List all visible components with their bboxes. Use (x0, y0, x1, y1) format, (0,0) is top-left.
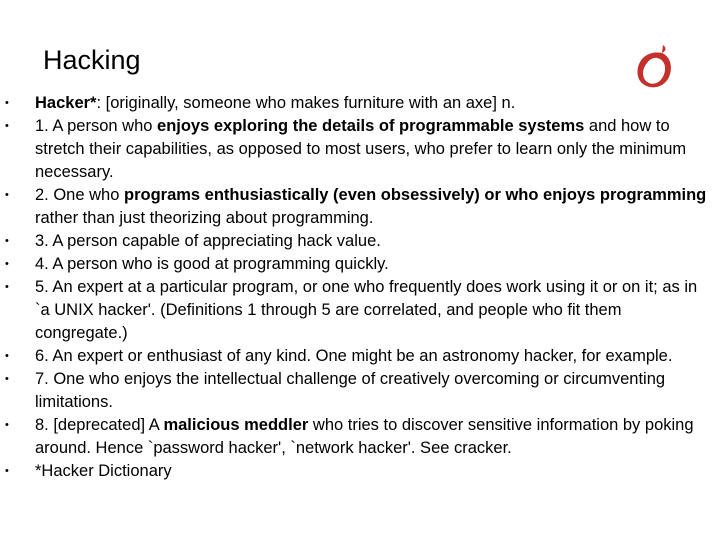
logo-mark (637, 45, 670, 87)
bullet-dot-icon: • (5, 235, 9, 247)
bullet-list (0, 92, 720, 483)
bullet-text: 5. An expert at a particular program, or one who frequently does work using it or on it; as in `a UNIX hacker'. (Definitions 1 through 5 are correlated, and people who fit them congregate.) (35, 278, 698, 342)
bullet-text: 2. One who (35, 186, 124, 204)
bullet-item (0, 230, 720, 253)
bullet-text: *Hacker Dictionary (35, 462, 172, 480)
bullet-text: 3. A person capable of appreciating hack value. (35, 232, 381, 250)
bullet-dot-icon: • (5, 189, 9, 201)
bullet-text: 7. One who enjoys the intellectual challenge of creatively overcoming or circumventing limitations. (35, 370, 666, 411)
bullet-dot-icon: • (5, 120, 9, 132)
bullet-text: rather than just theorizing about programming. (35, 209, 374, 227)
bold-text: enjoys exploring the details of programmable systems (157, 117, 585, 135)
bullet-text: 1. A person who (35, 117, 158, 135)
bullet-item (0, 115, 720, 184)
bullet-dot-icon: • (5, 419, 9, 431)
bullet-dot-icon: • (5, 97, 9, 109)
bullet-text: 8. [deprecated] A (35, 416, 164, 434)
bullet-item (0, 253, 720, 276)
bullet-text: and how to stretch their capabilities, as opposed to most users, who prefer to learn only the minimum necessary. (35, 117, 687, 181)
bullet-item (0, 368, 720, 414)
bullet-item (0, 345, 720, 368)
bullet-text: : [originally, someone who makes furniture with an axe] n. (96, 94, 516, 112)
bullet-item (0, 276, 720, 345)
bullet-text: who tries to discover sensitive information by poking around. Hence `password hacker', `network hacker'. See cracker. (35, 416, 694, 457)
bullet-text: 6. An expert or enthusiast of any kind. One might be an astronomy hacker, for example. (35, 347, 673, 365)
bold-text: programs enthusiastically (even obsessively) or who enjoys programming (123, 186, 707, 204)
bullet-item (0, 460, 720, 483)
bullet-dot-icon: • (5, 373, 9, 385)
bullet-dot-icon: • (5, 258, 9, 270)
bullet-dot-icon: • (5, 281, 9, 293)
bold-text: Hacker* (35, 94, 97, 112)
bullet-item (0, 184, 720, 230)
bold-text: malicious meddler (163, 416, 309, 434)
bullet-dot-icon: • (5, 350, 9, 362)
bullet-item (0, 414, 720, 460)
bullet-item (0, 92, 720, 115)
stylized-o-logo-icon (633, 42, 675, 90)
slide-title: Hacking (43, 45, 141, 75)
bullet-dot-icon: • (5, 465, 9, 477)
bullet-text: 4. A person who is good at programming quickly. (35, 255, 389, 273)
